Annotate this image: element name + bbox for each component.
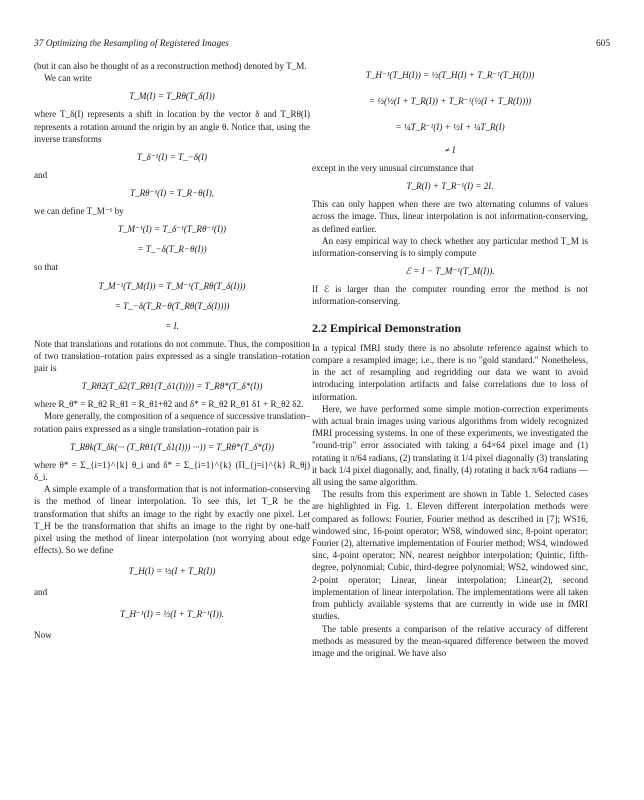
paragraph: The table presents a comparison of the relative accuracy of different methods as measured by the mean-squared difference between the moved image and the original. We have also (312, 623, 588, 658)
paragraph: Note that translations and rotations do not commute. Thus, the composition of two translation–rotation pairs expressed as a single translation–rotation pair is (34, 338, 310, 374)
paragraph: Here, we have performed some simple motion-correction experiments with actual brain images using various algorithms from widely recognized fMRI processing systems. In one of these experiments, we investigated the "round-trip" error associated with taking a 64×64 pixel image and (1) rotating it π/64 radians, (2) translating it 1/4 pixel diagonally (3) translating it back 1/4 pixel diagonally, and, finally, (4) rotating it back π/64 radians — all using the same algorithm. (312, 403, 588, 488)
equation: T_δ⁻¹(I) = T_−δ(I) (136, 152, 208, 163)
paragraph: and (34, 170, 48, 181)
paragraph: In a typical fMRI study there is no absolute reference against which to compare a resampled image; i.e., there is no "gold standard." Nonetheless, in the act of resampling and regridding our data we want to avoid introducing interpolation artifacts and false correlations due to loss of information. (312, 342, 588, 402)
paragraph: The results from this experiment are shown in Table 1. Selected cases are highlighted in Fig. 1. Eleven different interpolation methods were compared as follows: Fourier, Fourier method as described in [7]; WS16, windowed sinc, 16-point operator; WS8, windowed sinc, 8-point operator; Fourier (2), alternative implementation of Fourier method; WS4, windowed sinc, 4-point operator; NN, nearest neighbor interpolation; Quintic, fifth-degree, polynomial; Cubic, third-degree polynomial; WS2, windowed sinc, 2-point operator; Linear, linear interpolation; Linear(2), second implementation of linear interpolation. The implementations were all taken from publicly available systems that are currently in wide use in fMRI studies. (312, 489, 588, 622)
equation: T_Rθ2(T_δ2(T_Rθ1(T_δ1(I)))) = T_Rθ*(T_δ*(I)) (81, 381, 263, 392)
equation: = T_−δ(T_R−θ(T_Rθ(T_δ(I)))) (114, 300, 230, 311)
paragraph: except in the very unusual circumstance that (312, 163, 474, 173)
paragraph: If ℰ is larger than the computer rounding error the method is not information-conserving. (312, 284, 588, 307)
equation: T_H⁻¹(I) = ½(I + T_R⁻¹(I)). (119, 608, 225, 619)
running-head (34, 38, 610, 50)
equation: T_H⁻¹(T_H(I)) = ½(T_H(I) + T_R⁻¹(T_H(I))) (365, 70, 535, 80)
paragraph: We can write (44, 73, 92, 84)
paragraph: where R_θ* = R_θ2 R_θ1 = R_θ1+θ2 and δ* = R_θ2 R_θ1 δ1 + R_θ2 δ2. (34, 399, 304, 410)
left-column (34, 60, 310, 641)
equation: = ½(½(I + T_R(I)) + T_R⁻¹(½(I + T_R(I)))) (368, 96, 532, 106)
equation: ℰ = I − T_M⁻¹(T_M(I)). (405, 266, 495, 277)
paragraph: and (34, 587, 48, 598)
page-number: 605 (595, 39, 610, 49)
paragraph: we can define T_M⁻¹ by (34, 206, 124, 217)
paragraph: More generally, the composition of a sequence of successive translation–rotation pairs expressed as a single translation–rotation pair is (34, 411, 310, 434)
equation: = ¼T_R⁻¹(I) + ½I + ¼T_R(I) (395, 122, 505, 132)
equation: T_Rθ⁻¹(I) = T_R−θ(I), (129, 188, 215, 199)
equation: T_Rθk(T_δk(··· (T_Rθ1(T_δ1(I))) ···)) = T_Rθ*(T_δ*(I)) (70, 441, 274, 452)
paragraph: An easy empirical way to check whether any particular method T_M is information-conserving is to simply compute (312, 235, 588, 259)
section-heading: 2.2 Empirical Demonstration (312, 320, 461, 335)
equation: = I. (165, 320, 179, 331)
equation: T_R(I) + T_R⁻¹(I) = 2I. (406, 181, 494, 192)
chapter-title: 37 Optimizing the Resampling of Registered Images (34, 39, 229, 49)
paragraph: where θ* = Σ_{i=1}^{k} θ_i and δ* = Σ_{i=1}^{k} (Π_{j=i}^{k} R_θj) δ_i. (34, 459, 310, 483)
paragraph: A simple example of a transformation that is not information-conserving is the method of linear interpolation. To see this, let T_R be the transformation that shifts an image to the right by exactly one pixel. Let T_H be the transformation that shifts an image to the right by one-half pixel using the method of linear interpolation (not worrying about edge effects). So we define (34, 484, 310, 556)
paragraph: (but it can also be thought of as a reconstruction method) denoted by T_M. (34, 61, 307, 71)
paragraph: Now (34, 629, 52, 640)
paragraph: where T_δ(I) represents a shift in location by the vector δ and T_Rθ(I) represents a rotation around the origin by an angle θ. Notice that, using the inverse transforms (34, 109, 310, 144)
equation: = T_−δ(T_R−θ(I)) (137, 244, 207, 255)
equation: ≠ I (444, 145, 456, 155)
paragraph: so that (34, 262, 58, 273)
equation: T_M(I) = T_Rθ(T_δ(I)) (129, 91, 215, 102)
equation: T_M⁻¹(T_M(I)) = T_M⁻¹(T_Rθ(T_δ(I))) (98, 280, 246, 291)
equation: T_H(I) = ½(I + T_R(I)) (128, 566, 216, 577)
equation: T_M⁻¹(I) = T_δ⁻¹(T_Rθ⁻¹(I)) (117, 224, 227, 235)
right-column (312, 60, 588, 659)
paragraph: This can only happen when there are two alternating columns of values across the image. Thus, linear interpolation is not information-conserving, as defined earlier. (312, 199, 588, 234)
